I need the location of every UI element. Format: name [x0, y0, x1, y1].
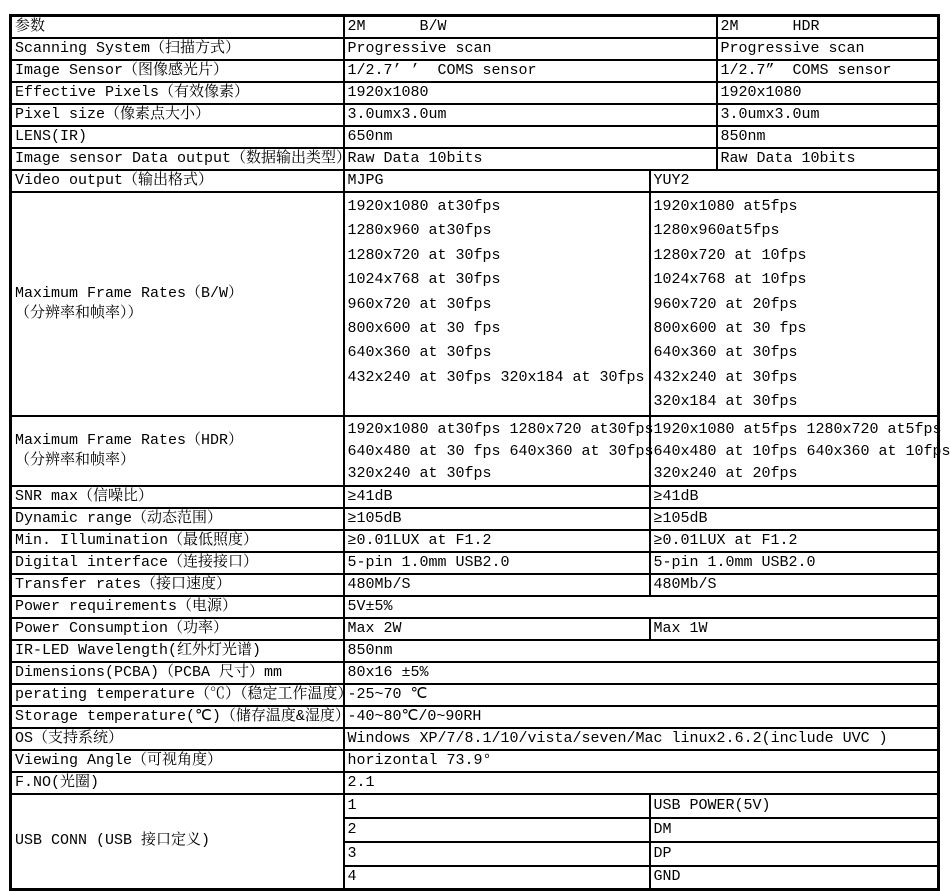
shared-value: 5V±5%	[344, 596, 939, 618]
spec-row	[11, 192, 939, 416]
shared-value: -25~70 ℃	[344, 684, 939, 706]
param-label: Pixel size（像素点大小）	[11, 104, 344, 126]
bw-value-line: 320x240 at 30fps	[347, 464, 492, 482]
param-label: Image sensor Data output（数据输出类型）	[11, 148, 344, 170]
hdr-value-line: 1920x1080 at5fps 1280x720 at5fps	[653, 420, 942, 438]
spec-row	[11, 706, 939, 728]
usb-pin-signal: DM	[650, 818, 939, 842]
bw-value: 3.0umx3.0um	[344, 104, 717, 126]
spec-row	[11, 618, 939, 640]
spec-row	[11, 38, 939, 60]
param-label	[11, 192, 344, 416]
param-label: Min. Illumination（最低照度）	[11, 530, 344, 552]
param-label: Dimensions(PCBA)（PCBA 尺寸）mm	[11, 662, 344, 684]
param-label: Viewing Angle（可视角度）	[11, 750, 344, 772]
hdr-value-line: 800x600 at 30 fps	[653, 320, 807, 338]
bw-value-line: 1920x1080 at30fps	[347, 198, 501, 215]
hdr-value-line: 1920x1080 at5fps	[653, 198, 798, 215]
param-label: LENS(IR)	[11, 126, 344, 148]
param-label: USB CONN (USB 接口定义)	[11, 794, 344, 890]
spec-row	[11, 104, 939, 126]
hdr-value: ≥0.01LUX at F1.2	[650, 530, 939, 552]
spec-row	[11, 684, 939, 706]
usb-pin-signal: DP	[650, 842, 939, 866]
spec-row	[11, 416, 939, 486]
bw-value: ≥0.01LUX at F1.2	[344, 530, 650, 552]
usb-pin-number: 4	[344, 866, 650, 890]
param-label	[11, 416, 344, 486]
hdr-value: Max 1W	[650, 618, 939, 640]
header-bw-column: 2M B/W	[344, 16, 717, 39]
param-label: Image Sensor（图像感光片）	[11, 60, 344, 82]
bw-value: 650nm	[344, 126, 717, 148]
hdr-value: 5-pin 1.0mm USB2.0	[650, 552, 939, 574]
spec-row	[11, 170, 939, 192]
usb-pin-signal: GND	[650, 866, 939, 890]
shared-value: 2.1	[344, 772, 939, 794]
hdr-value: 1920x1080	[717, 82, 939, 104]
bw-value-line: 1280x720 at 30fps	[347, 246, 501, 264]
usb-pin-signal: USB POWER(5V)	[650, 794, 939, 818]
bw-value: MJPG	[344, 170, 650, 192]
bw-value-line: 1280x960 at30fps	[347, 222, 492, 240]
spec-row	[11, 60, 939, 82]
bw-value	[344, 416, 654, 486]
param-label: Effective Pixels（有效像素）	[11, 82, 344, 104]
bw-value: 1920x1080	[344, 82, 717, 104]
param-label: Power requirements（电源）	[11, 596, 344, 618]
spec-row	[11, 148, 939, 170]
param-label-line: Maximum Frame Rates（HDR）	[15, 431, 244, 449]
hdr-value	[650, 416, 951, 486]
bw-value-line: 640x480 at 30 fps 640x360 at 30fps	[347, 442, 654, 460]
param-label-line: Maximum Frame Rates（B/W）	[15, 284, 244, 302]
bw-value: Max 2W	[344, 618, 650, 640]
hdr-value: 1/2.7” COMS sensor	[717, 60, 939, 82]
hdr-value: ≥105dB	[650, 508, 939, 530]
spec-row	[11, 728, 939, 750]
spec-row	[11, 530, 939, 552]
hdr-value: 850nm	[717, 126, 939, 148]
bw-value-line: 432x240 at 30fps 320x184 at 30fps	[347, 368, 645, 386]
bw-value-line: 640x360 at 30fps	[347, 344, 492, 362]
param-label: F.NO(光圈)	[11, 772, 344, 794]
spec-row	[11, 508, 939, 530]
usb-pin-number: 1	[344, 794, 650, 818]
spec-row	[11, 750, 939, 772]
shared-value: 850nm	[344, 640, 939, 662]
spec-row	[11, 486, 939, 508]
param-label-line: （分辨率和帧率））	[15, 304, 143, 322]
bw-value: 480Mb/S	[344, 574, 650, 596]
bw-value: Raw Data 10bits	[344, 148, 717, 170]
bw-value: 1/2.7’ ’ COMS sensor	[344, 60, 717, 82]
param-label: SNR max（信噪比）	[11, 486, 344, 508]
param-label: Transfer rates（接口速度）	[11, 574, 344, 596]
hdr-value-line: 320x240 at 20fps	[653, 464, 798, 482]
hdr-value-line: 640x480 at 10fps 640x360 at 10fps	[653, 442, 951, 460]
hdr-value: Raw Data 10bits	[717, 148, 939, 170]
header-param: 参数	[11, 16, 344, 39]
hdr-value-line: 1024x768 at 10fps	[653, 271, 807, 289]
param-label: Storage temperature(℃)（储存温度&湿度）	[11, 706, 344, 728]
spec-table-container	[9, 14, 951, 891]
bw-value: ≥41dB	[344, 486, 650, 508]
shared-value: Windows XP/7/8.1/10/vista/seven/Mac linux2.6.2(include UVC )	[344, 728, 939, 750]
shared-value: -40~80℃/0~90RH	[344, 706, 939, 728]
shared-value: horizontal 73.9°	[344, 750, 939, 772]
spec-row	[11, 126, 939, 148]
spec-row	[11, 662, 939, 684]
hdr-value-line: 960x720 at 20fps	[653, 295, 798, 313]
usb-pin-number: 3	[344, 842, 650, 866]
hdr-value-line: 432x240 at 30fps	[653, 368, 798, 386]
param-label: Dynamic range（动态范围）	[11, 508, 344, 530]
param-label: Power Consumption（功率）	[11, 618, 344, 640]
hdr-value: ≥41dB	[650, 486, 939, 508]
param-label: OS（支持系统）	[11, 728, 344, 750]
hdr-value-line: 1280x720 at 10fps	[653, 246, 807, 264]
bw-value-line: 1024x768 at 30fps	[347, 271, 501, 289]
hdr-value: YUY2	[650, 170, 939, 192]
bw-value: 5-pin 1.0mm USB2.0	[344, 552, 650, 574]
bw-value-line: 1920x1080 at30fps 1280x720 at30fps	[347, 420, 654, 438]
bw-value	[344, 192, 650, 416]
param-label-line: （分辨率和帧率）	[15, 451, 136, 469]
hdr-value-line: 640x360 at 30fps	[653, 344, 798, 362]
hdr-value-line: 320x184 at 30fps	[653, 393, 798, 411]
param-label: Video output（输出格式）	[11, 170, 344, 192]
spec-row	[11, 772, 939, 794]
hdr-value-line: 1280x960at5fps	[653, 222, 780, 240]
spec-row	[11, 552, 939, 574]
usb-pin-row	[11, 794, 939, 818]
spec-row	[11, 574, 939, 596]
spec-table	[9, 14, 951, 891]
spec-row	[11, 640, 939, 662]
param-label: Scanning System（扫描方式）	[11, 38, 344, 60]
hdr-value: 480Mb/S	[650, 574, 939, 596]
header-hdr-column: 2M HDR	[717, 16, 939, 39]
param-label: IR-LED Wavelength(红外灯光谱)	[11, 640, 344, 662]
param-label: Digital interface（连接接口）	[11, 552, 344, 574]
shared-value: 80x16 ±5%	[344, 662, 939, 684]
spec-row	[11, 16, 939, 39]
param-label: perating temperature（℃）（稳定工作温度）	[11, 684, 344, 706]
hdr-value	[650, 192, 939, 416]
bw-value: ≥105dB	[344, 508, 650, 530]
spec-row	[11, 82, 939, 104]
usb-pin-number: 2	[344, 818, 650, 842]
hdr-value: Progressive scan	[717, 38, 939, 60]
spec-table-body	[11, 16, 951, 890]
bw-value: Progressive scan	[344, 38, 717, 60]
bw-value-line: 960x720 at 30fps	[347, 295, 492, 313]
spec-row	[11, 596, 939, 618]
bw-value-line: 800x600 at 30 fps	[347, 320, 501, 338]
hdr-value: 3.0umx3.0um	[717, 104, 939, 126]
